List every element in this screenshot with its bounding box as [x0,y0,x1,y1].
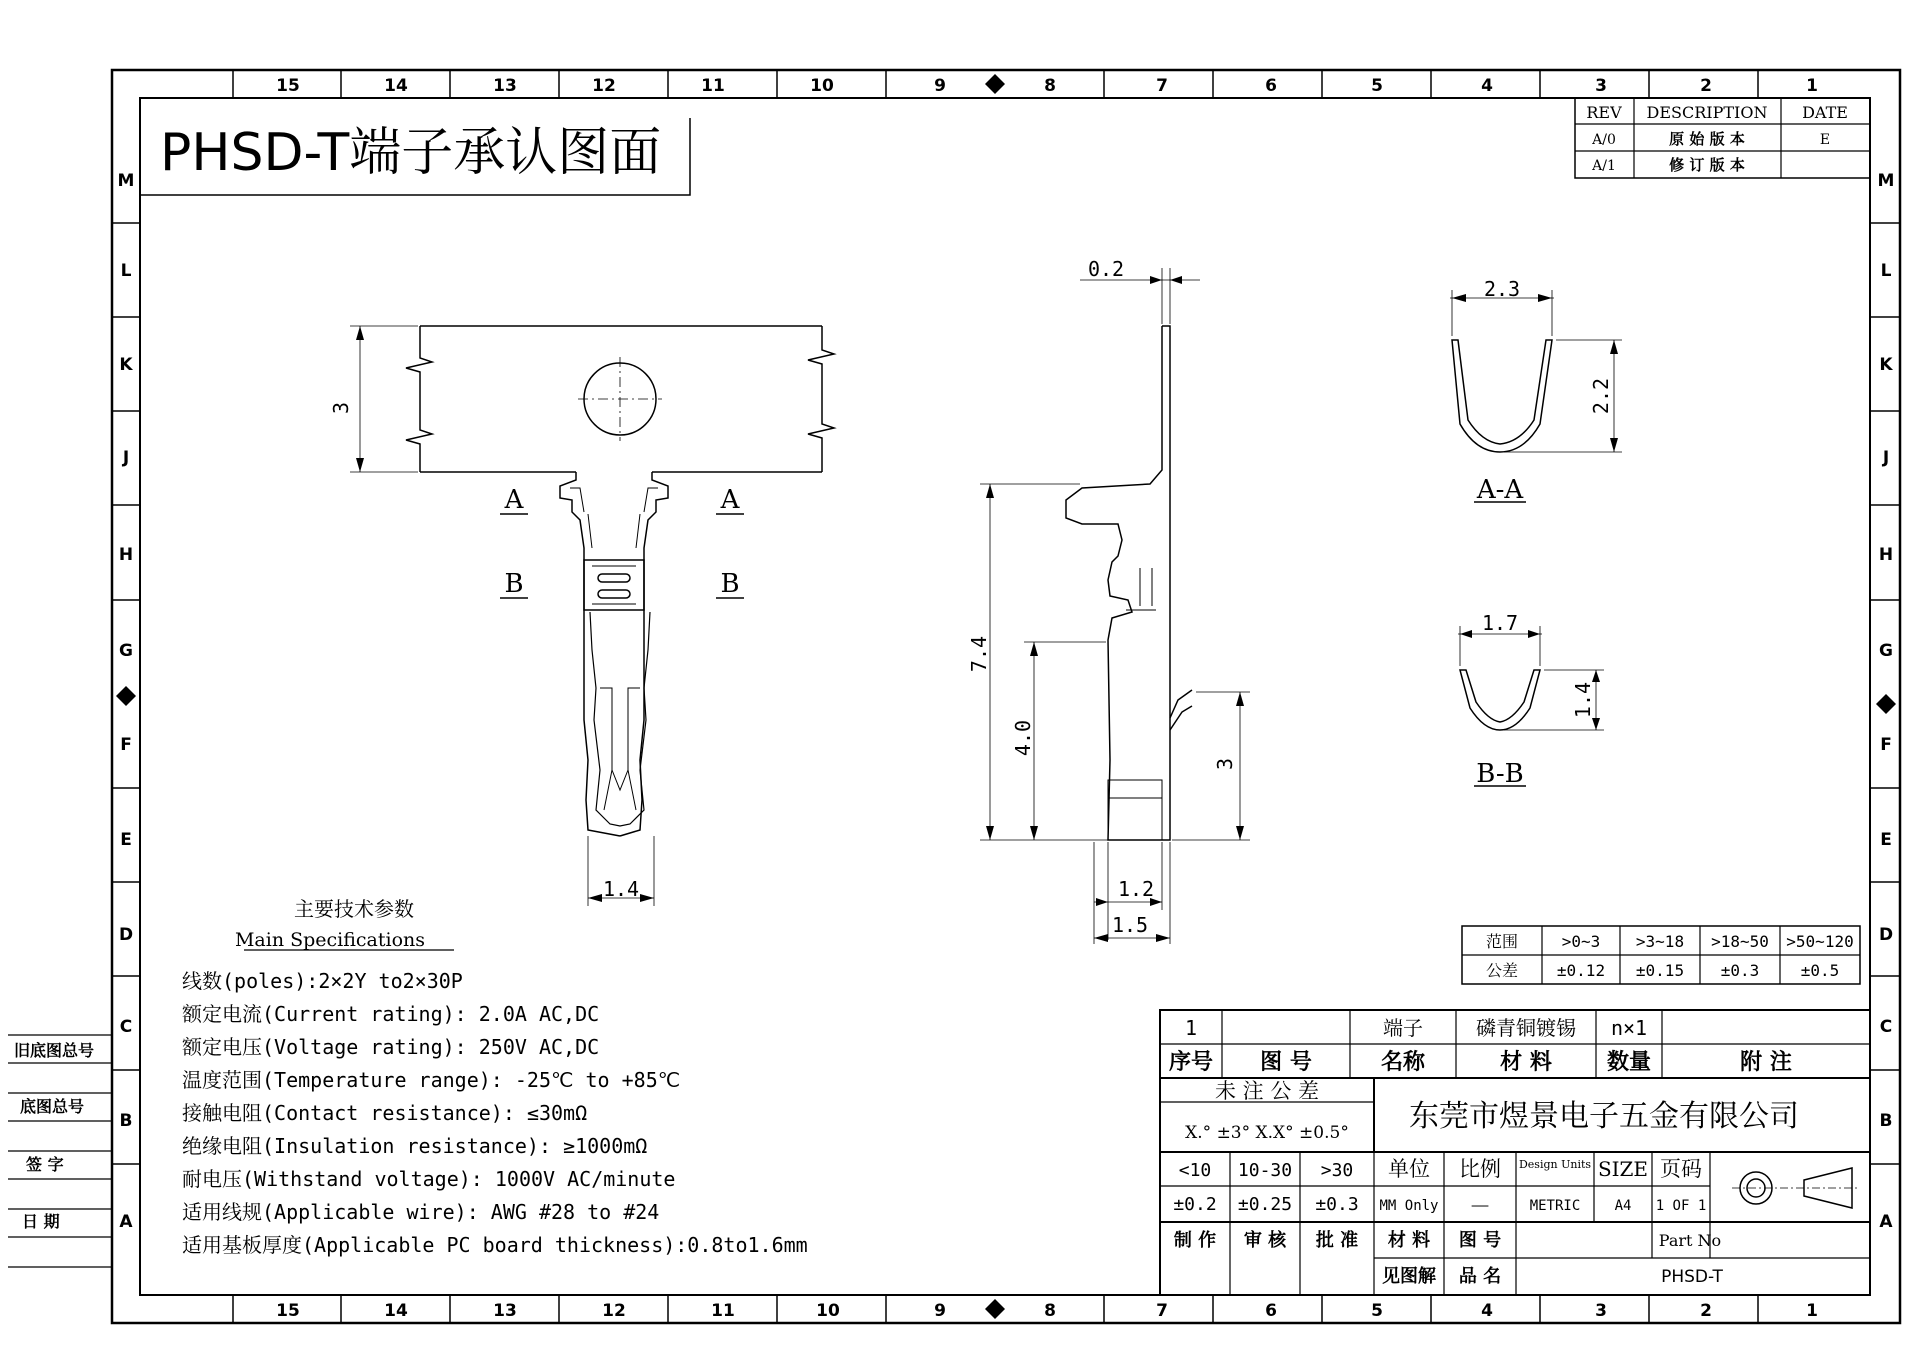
unit-label: 单位 [1388,1157,1430,1181]
spec-line: 耐电压(Withstand voltage): 1000V AC/minute [182,1167,676,1191]
zone-row-left: J [122,448,130,468]
page-label: 页码 [1660,1157,1702,1181]
tol-range-label: 范围 [1485,932,1519,951]
stamp-date: 日 期 [22,1212,60,1231]
zone-col-bottom: 15 [276,1301,300,1321]
zone-col-bottom: 9 [934,1301,946,1321]
bom-header-qty: 数量 [1606,1050,1652,1075]
tol-value: ±0.15 [1635,961,1685,980]
zone-row-right: L [1880,261,1892,281]
center-mark-top [985,74,1005,94]
zone-col-top: 2 [1700,76,1712,96]
tol-head: 10-30 [1237,1160,1293,1181]
section-mark-a-right: A [720,485,740,515]
zone-col-top: 12 [592,76,616,96]
bom-header-no: 序号 [1168,1050,1214,1075]
tol-head: <10 [1178,1160,1212,1181]
stamp-signature: 签 字 [26,1155,64,1174]
zone-row-left: D [118,925,134,945]
dim-front-width: 1.4 [602,877,640,901]
spec-line: 额定电压(Voltage rating): 250V AC,DC [182,1035,600,1059]
spec-line: 绝缘电阻(Insulation resistance): ≥1000mΩ [182,1134,648,1158]
center-mark-bottom [985,1299,1005,1319]
company-name: 东莞市煜景电子五金有限公司 [1409,1099,1799,1134]
section-mark-underlines [500,514,744,598]
bom-qty: n×1 [1610,1016,1648,1040]
section-bb-labels [1476,611,1595,789]
tol-range: >50~120 [1786,932,1854,951]
front-view-labels [329,402,741,901]
role-author: 制 作 [1173,1230,1217,1251]
tol-range: >18~50 [1711,932,1769,951]
scale-value: —— [1471,1198,1489,1214]
center-mark-left [116,686,136,706]
zone-row-left: K [119,355,133,375]
date-header: DATE [1802,103,1848,122]
role-material: 材 料 [1387,1230,1431,1251]
rev-cell: A/1 [1592,158,1616,174]
tolerance-table [1462,926,1860,984]
zone-row-right: F [1880,735,1892,755]
see-label: 见图解 [1382,1266,1436,1287]
zone-row-right: K [1879,355,1893,375]
section-mark-b-right: B [720,569,740,599]
zone-col-bottom: 11 [711,1301,735,1321]
stamp-base-no: 底图总号 [20,1097,85,1116]
dim-bb-height: 1.4 [1571,681,1595,719]
drawing-title: PHSD-T端子承认图面 [160,123,662,183]
zone-col-bottom: 3 [1595,1301,1607,1321]
zone-col-bottom: 13 [493,1301,517,1321]
zone-row-right: M [1877,171,1895,191]
zone-col-top: 8 [1044,76,1056,96]
dim-total-length: 7.4 [967,635,991,673]
zone-col-top: 11 [701,76,725,96]
description-cell: 修 订 版 本 [1669,156,1745,174]
spec-line: 温度范围(Temperature range): -25℃ to +85℃ [182,1068,681,1092]
zone-row-right: G [1879,641,1893,661]
part-no-value: PHSD-T [1661,1267,1723,1287]
role-checker: 审 核 [1243,1230,1287,1251]
zone-col-top: 1 [1806,76,1818,96]
zone-row-right: J [1882,448,1890,468]
left-stamps [8,1035,112,1267]
tol-val: ±0.25 [1237,1194,1293,1215]
dim-strip-height: 3 [329,401,353,415]
zone-col-bottom: 14 [384,1301,408,1321]
break-line-right [808,326,834,472]
front-view [350,326,834,906]
dim-bb-width: 1.7 [1481,611,1519,635]
side-view [980,268,1250,944]
tol-val: ±0.3 [1315,1194,1359,1215]
size-label: SIZE [1597,1157,1649,1181]
part-no-label: Part No [1658,1231,1722,1250]
size-value: A4 [1614,1198,1632,1214]
description-header: DESCRIPTION [1646,103,1768,122]
zone-col-top: 15 [276,76,300,96]
zone-col-bottom: 12 [602,1301,626,1321]
spec-line: 适用基板厚度(Applicable PC board thickness):0.8to1.6mm [182,1233,808,1257]
section-bb-label: B-B [1476,759,1524,789]
bom-no: 1 [1184,1016,1198,1040]
product-label: 品 名 [1458,1266,1502,1287]
role-approver: 批 准 [1315,1230,1359,1251]
bom-header-note: 附 注 [1740,1050,1792,1075]
date-cell: E [1819,132,1831,148]
spec-heading-cn: 主要技术参数 [294,897,414,921]
zone-col-top: 14 [384,76,408,96]
zone-row-left: L [120,261,132,281]
zone-col-top: 7 [1156,76,1168,96]
zone-col-bottom: 6 [1265,1301,1277,1321]
zone-row-left: M [117,171,135,191]
tol-value: ±0.3 [1720,961,1760,980]
rev-cell: A/0 [1592,132,1616,148]
design-units-label: Design Units [1518,1158,1592,1171]
spec-line: 线数(poles):2×2Y to2×30P [182,969,463,993]
unit-value: MM Only [1379,1198,1439,1214]
zone-col-bottom: 1 [1806,1301,1818,1321]
dim-thickness: 0.2 [1087,257,1125,281]
dim-inner-width: 1.2 [1117,877,1155,901]
zone-row-left: F [120,735,132,755]
zone-col-top: 3 [1595,76,1607,96]
zone-row-left: A [119,1212,133,1232]
description-cell: 原 始 版 本 [1669,130,1745,148]
tol-value: ±0.5 [1800,961,1840,980]
zone-row-right: D [1878,925,1894,945]
zone-col-bottom: 2 [1700,1301,1712,1321]
title-box [140,118,690,195]
tol-val: ±0.2 [1173,1194,1217,1215]
specifications [182,897,808,1257]
tol-value: ±0.12 [1556,961,1606,980]
general-tol-angle: X.° ±3° X.X° ±0.5° [1185,1123,1349,1143]
dim-spring-height: 3 [1213,757,1237,771]
tol-value-label: 公差 [1485,961,1519,980]
spec-line: 适用线规(Applicable wire): AWG #28 to #24 [182,1200,660,1224]
zone-row-right: B [1879,1111,1893,1131]
zone-col-bottom: 7 [1156,1301,1168,1321]
tol-head: >30 [1320,1160,1354,1181]
spec-heading-en: Main Specifications [234,929,426,951]
zone-row-left: G [119,641,133,661]
center-mark-right [1876,694,1896,714]
role-drawing-no: 图 号 [1458,1230,1502,1251]
zone-row-right: A [1879,1212,1893,1232]
spec-line: 接触电阻(Contact resistance): ≤30mΩ [182,1101,588,1125]
tol-range: >3~18 [1635,932,1685,951]
zone-row-left: C [119,1017,133,1037]
section-mark-b-left: B [504,569,524,599]
zone-col-top: 13 [493,76,517,96]
revision-table [1575,98,1870,178]
zone-col-bottom: 5 [1371,1301,1383,1321]
zone-col-top: 10 [810,76,834,96]
section-aa-label: A-A [1476,475,1524,505]
zone-col-top: 5 [1371,76,1383,96]
zone-row-right: H [1878,545,1894,565]
general-tol-title: 未 注 公 差 [1214,1079,1320,1103]
dim-lower-length: 4.0 [1011,719,1035,757]
stamp-old-base-no: 旧底图总号 [14,1041,95,1060]
zone-col-bottom: 8 [1044,1301,1056,1321]
zone-row-right: E [1880,830,1892,850]
zone-row-right: C [1879,1017,1893,1037]
bom-material: 磷青铜镀锡 [1476,1016,1576,1040]
zone-col-bottom: 4 [1481,1301,1493,1321]
spec-line: 额定电流(Current rating): 2.0A AC,DC [182,1002,600,1026]
bom-header-name: 名称 [1380,1050,1426,1075]
zone-row-left: E [120,830,132,850]
design-units-value: METRIC [1529,1198,1581,1214]
dim-aa-width: 2.3 [1483,277,1521,301]
scale-label: 比例 [1459,1157,1501,1181]
zone-col-top: 9 [934,76,946,96]
dim-aa-height: 2.2 [1589,377,1613,415]
side-view-labels [967,257,1237,937]
section-mark-a-left: A [504,485,524,515]
rev-header: REV [1586,103,1622,122]
zone-col-bottom: 10 [816,1301,840,1321]
zone-col-top: 6 [1265,76,1277,96]
dim-outer-width: 1.5 [1111,913,1149,937]
bom-header-drawing: 图 号 [1260,1050,1312,1075]
break-line-left [406,326,432,472]
zone-row-left: B [119,1111,133,1131]
bom-name: 端子 [1383,1016,1423,1040]
zone-row-left: H [118,545,134,565]
page-value: 1 OF 1 [1655,1198,1707,1214]
tol-range: >0~3 [1561,932,1601,951]
zone-col-top: 4 [1481,76,1493,96]
bom-header-material: 材 料 [1500,1050,1552,1075]
